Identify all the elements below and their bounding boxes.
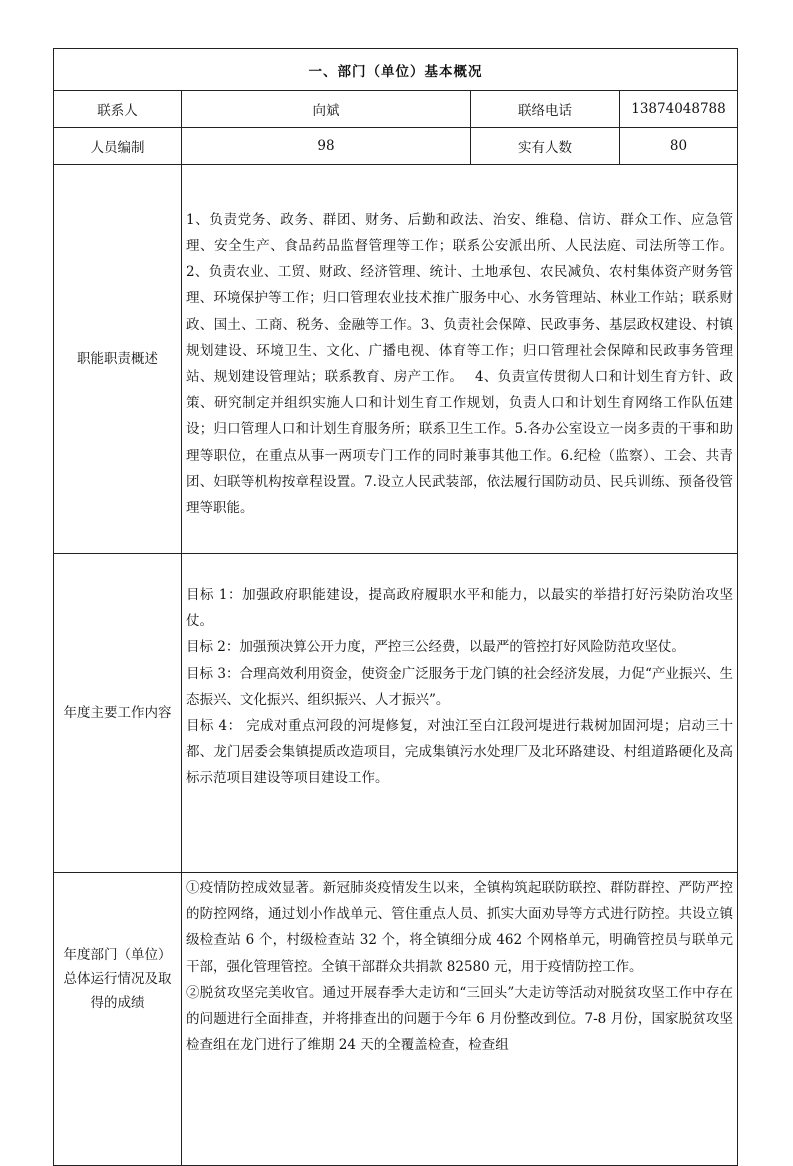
goal-item: 目标 3：合理高效利用资金，使资金广泛服务于龙门镇的社会经济发展，力促“产业振兴、生态振兴、文化振兴、组织振兴、人才振兴”。 <box>186 665 733 708</box>
contact-value: 向斌 <box>182 91 471 128</box>
contact-label: 联系人 <box>54 91 182 128</box>
duties-label: 职能职责概述 <box>54 165 182 554</box>
performance-label: 年度部门（单位）总体运行情况及取得的成绩 <box>54 873 182 1166</box>
duties-row <box>54 165 738 554</box>
phone-value: 13874048788 <box>620 91 738 128</box>
staff-quota-label: 人员编制 <box>54 128 182 165</box>
contact-row <box>54 91 738 128</box>
duties-text: 1、负责党务、政务、群团、财务、后勤和政法、治安、维稳、信访、群众工作、应急管理、安全生产、食品药品监督管理等工作；联系公安派出所、人民法庭、司法所等工作。2、负责农业、工贸、财政、经济管理、统计、土地承包、农民减负、农村集体资产财务管理、环境保护等工作；归口管理农业技术推广服务中心、水务管理站、林业工作站；联系财政、国土、工商、税务、金融等工作。3、负责社会保障、民政事务、基层政权建设、村镇规划建设、环境卫生、文化、广播电视、体育等工作；归口管理社会保障和民政事务管理站、规划建设管理站；联系教育、房产工作。 4、负责宣传贯彻人口和计划生育方针、政策、研究制定并组织实施人口和计划生育工作规划，负责人口和计划生育网络工作队伍建设；归口管理人口和计划生育服务所；联系卫生工作。5.各办公室设立一岗多责的干事和助理等职位，在重点从事一两项专门工作的同时兼事其他工作。6.纪检（监察）、工会、共青团、妇联等机构按章程设置。7.设立人民武装部，依法履行国防动员、民兵训练、预备役管理等职能。 <box>182 165 738 554</box>
actual-staff-value: 80 <box>620 128 738 165</box>
staff-quota-value: 98 <box>182 128 471 165</box>
basic-info-table <box>53 48 738 1166</box>
performance-paragraph: ①疫情防控成效显著。新冠肺炎疫情发生以来，全镇构筑起联防联控、群防群控、严防严控的防控网络，通过划小作战单元、管住重点人员、抓实大面劝导等方式进行防控。共设立镇级检查站 6 个，村级检查站 32 个，将全镇细分成 462 个网格单元，明确管控员与联单元干部，强化管理管控。全镇干部群众共捐款 82580 元，用于疫情防控工作。 <box>186 880 733 975</box>
goal-item: 目标 1：加强政府职能建设，提高政府履职水平和能力，以最实的举措打好污染防治攻坚仗。 <box>186 587 733 630</box>
work-goals <box>182 554 738 873</box>
work-row <box>54 554 738 873</box>
staff-row <box>54 128 738 165</box>
section-title: 一、部门（单位）基本概况 <box>54 49 738 91</box>
phone-label: 联络电话 <box>471 91 620 128</box>
actual-staff-label: 实有人数 <box>471 128 620 165</box>
work-label: 年度主要工作内容 <box>54 554 182 873</box>
performance-paragraph: ②脱贫攻坚完美收官。通过开展春季大走访和“三回头”大走访等活动对脱贫攻坚工作中存在的问题进行全面排查，并将排查出的问题于今年 6 月份整改到位。7-8 月份，国家脱贫攻坚检查组在龙门进行了维期 24 天的全覆盖检查，检查组 <box>186 984 733 1054</box>
goal-item: 目标 4： 完成对重点河段的河堤修复，对浊江至白江段河堤进行栽树加固河堤；启动三十都、龙门居委会集镇提质改造项目，完成集镇污水处理厂及北环路建设、村组道路硬化及高标示范项目建设等项目建设工作。 <box>186 718 733 787</box>
goal-item: 目标 2：加强预决算公开力度，严控三公经费，以最严的管控打好风险防范攻坚仗。 <box>186 639 685 656</box>
